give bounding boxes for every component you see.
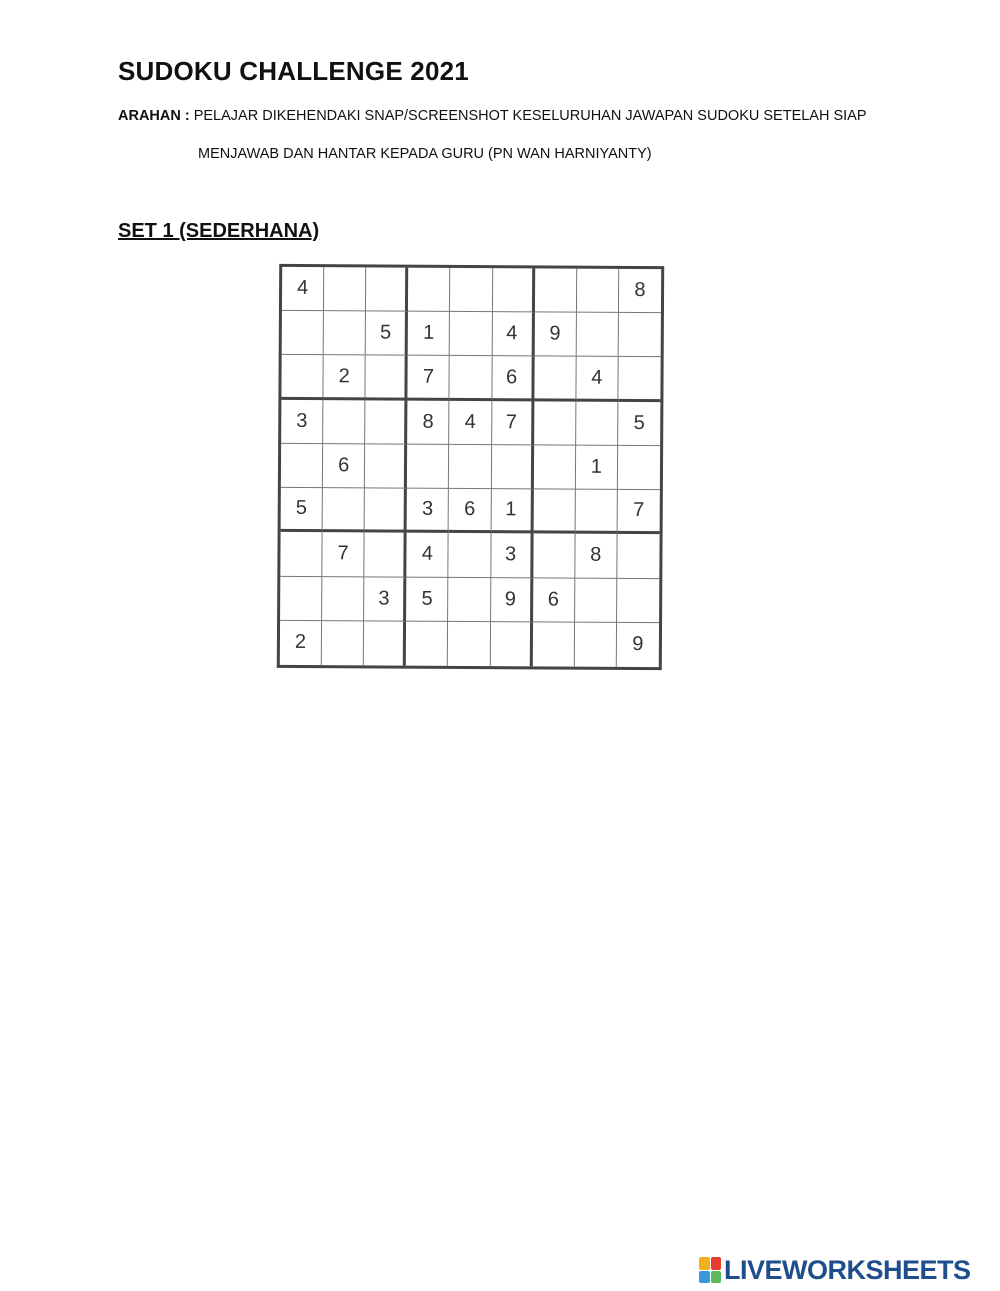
sudoku-cell[interactable]	[575, 622, 617, 666]
sudoku-cell[interactable]: 2	[324, 356, 366, 400]
sudoku-cell[interactable]	[324, 267, 366, 311]
sudoku-cell[interactable]	[575, 490, 617, 534]
sudoku-cell[interactable]	[618, 357, 660, 401]
sudoku-cell[interactable]: 9	[632, 633, 644, 656]
sudoku-cell[interactable]	[365, 488, 407, 532]
sudoku-cell[interactable]	[366, 267, 408, 311]
sudoku-cell[interactable]: 7	[492, 401, 534, 445]
sudoku-cell[interactable]: 1	[408, 312, 450, 356]
sudoku-cell[interactable]	[281, 355, 323, 399]
sudoku-cell[interactable]	[366, 356, 408, 400]
sudoku-cell[interactable]: 5	[366, 312, 408, 356]
sudoku-cell[interactable]	[576, 401, 618, 445]
sudoku-cell[interactable]	[450, 356, 492, 400]
sudoku-cell[interactable]: 8	[407, 400, 449, 444]
sudoku-cell[interactable]: 3	[491, 533, 533, 577]
instruction-line-1	[118, 108, 867, 124]
instruction-text-2: MENJAWAB DAN HANTAR KEPADA GURU (PN WAN HARNIYANTY)	[198, 146, 652, 162]
sudoku-cell[interactable]: 4	[450, 401, 492, 445]
sudoku-cell[interactable]	[534, 357, 576, 401]
sudoku-cell[interactable]: 5	[281, 488, 323, 532]
sudoku-cell[interactable]	[406, 621, 448, 665]
sudoku-cell[interactable]	[324, 311, 366, 355]
sudoku-cell[interactable]: 1	[576, 446, 618, 490]
sudoku-cell[interactable]: 6	[492, 357, 534, 401]
sudoku-cell[interactable]	[448, 622, 490, 666]
sudoku-cell[interactable]: 4	[492, 312, 534, 356]
sudoku-cell[interactable]	[535, 268, 577, 312]
sudoku-cell[interactable]	[618, 446, 660, 490]
instruction-label: ARAHAN :	[118, 108, 190, 124]
sudoku-cell[interactable]	[322, 621, 364, 665]
sudoku-cell[interactable]: 6	[533, 578, 575, 622]
sudoku-cell[interactable]	[449, 533, 491, 577]
sudoku-cell[interactable]: 5	[618, 402, 660, 446]
sudoku-cell[interactable]: 5	[406, 577, 448, 621]
sudoku-cell[interactable]	[577, 269, 619, 313]
sudoku-cell[interactable]	[365, 444, 407, 488]
sudoku-cell[interactable]	[490, 622, 532, 666]
sudoku-cell[interactable]	[282, 311, 324, 355]
sudoku-cell[interactable]	[408, 268, 450, 312]
sudoku-cell[interactable]	[450, 268, 492, 312]
sudoku-cell[interactable]	[323, 488, 365, 532]
sudoku-cell[interactable]	[448, 577, 490, 621]
sudoku-cell[interactable]: 3	[364, 577, 406, 621]
sudoku-cell[interactable]	[280, 532, 322, 576]
sudoku-cell[interactable]: 9	[534, 313, 576, 357]
sudoku-cell[interactable]: 8	[575, 534, 617, 578]
sudoku-cell[interactable]: 6	[449, 489, 491, 533]
sudoku-cell[interactable]	[619, 313, 661, 357]
logo-text: LIVEWORKSHEETS	[724, 1254, 971, 1285]
sudoku-cell[interactable]: 3	[407, 489, 449, 533]
sudoku-cell[interactable]: 4	[407, 533, 449, 577]
sudoku-cell[interactable]: 7	[322, 532, 364, 576]
liveworksheets-logo	[699, 1256, 971, 1284]
sudoku-cell[interactable]	[575, 578, 617, 622]
sudoku-cell[interactable]	[534, 401, 576, 445]
set-heading: SET 1 (SEDERHANA)	[118, 220, 320, 242]
sudoku-cell[interactable]: 3	[281, 399, 323, 443]
sudoku-cell[interactable]	[533, 534, 575, 578]
sudoku-cell[interactable]	[492, 268, 534, 312]
sudoku-cell[interactable]: 6	[323, 444, 365, 488]
sudoku-cell[interactable]: 7	[408, 356, 450, 400]
sudoku-cell[interactable]	[280, 576, 322, 620]
sudoku-cell[interactable]	[532, 622, 574, 666]
sudoku-cell[interactable]: 7	[617, 490, 659, 534]
sudoku-cell[interactable]	[322, 577, 364, 621]
sudoku-cell[interactable]	[449, 445, 491, 489]
sudoku-grid	[277, 264, 664, 670]
sudoku-cell[interactable]	[576, 313, 618, 357]
sudoku-cell[interactable]	[407, 444, 449, 488]
sudoku-cell[interactable]	[617, 578, 659, 622]
sudoku-cell[interactable]: 4	[576, 357, 618, 401]
sudoku-cell[interactable]: 4	[282, 267, 324, 311]
sudoku-cell[interactable]: 1	[491, 489, 533, 533]
page-title: SUDOKU CHALLENGE 2021	[118, 56, 469, 86]
sudoku-cell[interactable]	[617, 534, 659, 578]
sudoku-cell[interactable]	[323, 400, 365, 444]
sudoku-cell[interactable]	[491, 445, 533, 489]
sudoku-cell[interactable]	[365, 533, 407, 577]
sudoku-cell[interactable]	[533, 489, 575, 533]
sudoku-cell[interactable]	[364, 621, 406, 665]
instruction-text-1: PELAJAR DIKEHENDAKI SNAP/SCREENSHOT KESELURUHAN JAWAPAN SUDOKU SETELAH SIAP	[193, 108, 867, 124]
liveworksheets-logo-icon	[699, 1257, 721, 1283]
sudoku-cell[interactable]	[281, 444, 323, 488]
sudoku-cell[interactable]: 8	[619, 269, 661, 313]
sudoku-cell[interactable]	[450, 312, 492, 356]
sudoku-cell[interactable]	[534, 445, 576, 489]
sudoku-cell[interactable]: 9	[491, 578, 533, 622]
sudoku-cell[interactable]: 2	[280, 621, 322, 665]
sudoku-cell[interactable]	[365, 400, 407, 444]
